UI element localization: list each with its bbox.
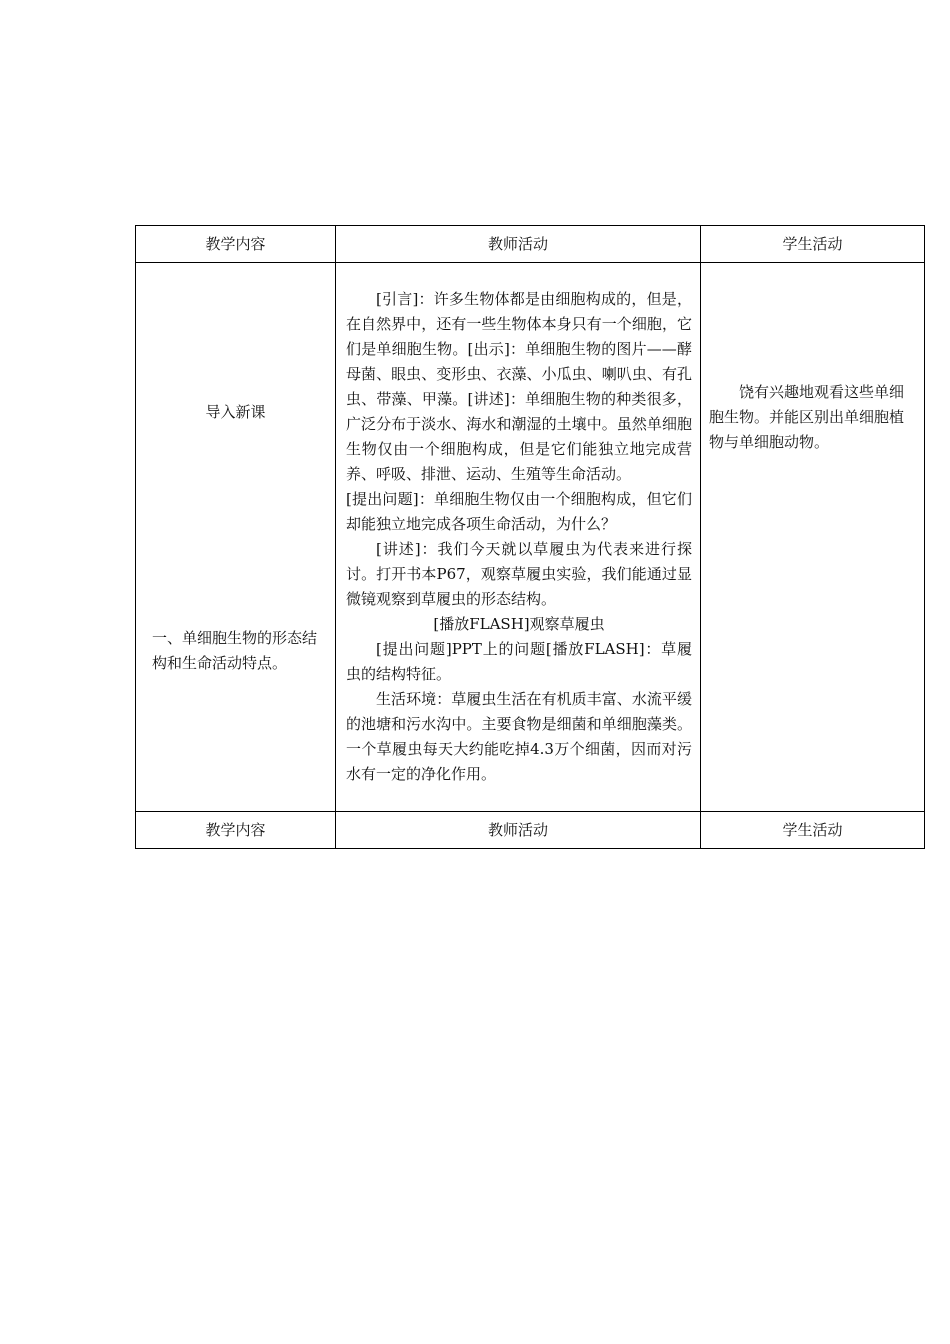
lesson-plan-table [135,225,925,849]
teacher-ppt-question-paragraph: [提出问题]PPT上的问题[播放FLASH]：草履虫的结构特征。 [346,640,692,683]
table-footer-row [136,812,925,849]
header-teaching-content: 教学内容 [136,226,336,263]
teacher-question-paragraph: [提出问题]：单细胞生物仅由一个细胞构成，但它们却能独立地完成各项生命活动，为什么？ [346,490,692,533]
teacher-intro-paragraph: [引言]：许多生物体都是由细胞构成的，但是，在自然界中，还有一些生物体本身只有一个细胞，它们是单细胞生物。[出示]：单细胞生物的图片——酵母菌、眼虫、变形虫、衣藻、小瓜虫、喇叭虫、有孔虫、带藻、甲藻。[讲述]：单细胞生物的种类很多，广泛分布于淡水、海水和潮湿的土壤中。虽然单细胞生物仅由一个细胞构成，但是它们能独立地完成营养、呼吸、排泄、运动、生殖等生命活动。 [346,290,692,483]
teacher-environment-paragraph: 生活环境：草履虫生活在有机质丰富、水流平缓的池塘和污水沟中。主要食物是细菌和单细胞藻类。一个草履虫每天大约能吃掉4.3万个细菌，因而对污水有一定的净化作用。 [346,690,692,783]
footer-student-activity: 学生活动 [701,812,925,849]
student-activity-text: 饶有兴趣地观看这些单细胞生物。并能区别出单细胞植物与单细胞动物。 [709,383,905,451]
student-activity-cell [701,263,925,812]
section-one-label: 一、单细胞生物的形态结构和生命活动特点。 [152,629,318,672]
footer-teacher-activity: 教师活动 [336,812,701,849]
teacher-narration-paragraph: [讲述]：我们今天就以草履虫为代表来进行探讨。打开书本P67，观察草履虫实验，我们能通过显微镜观察到草履虫的形态结构。 [346,540,692,608]
teaching-content-cell [136,263,336,812]
section-intro-label: 导入新课 [205,403,266,421]
teacher-activity-cell [336,263,701,812]
table-row [136,263,925,812]
table-header-row [136,226,925,263]
teacher-flash-paragraph: [播放FLASH]观察草履虫 [433,615,605,633]
footer-teaching-content: 教学内容 [136,812,336,849]
header-teacher-activity: 教师活动 [336,226,701,263]
header-student-activity: 学生活动 [701,226,925,263]
